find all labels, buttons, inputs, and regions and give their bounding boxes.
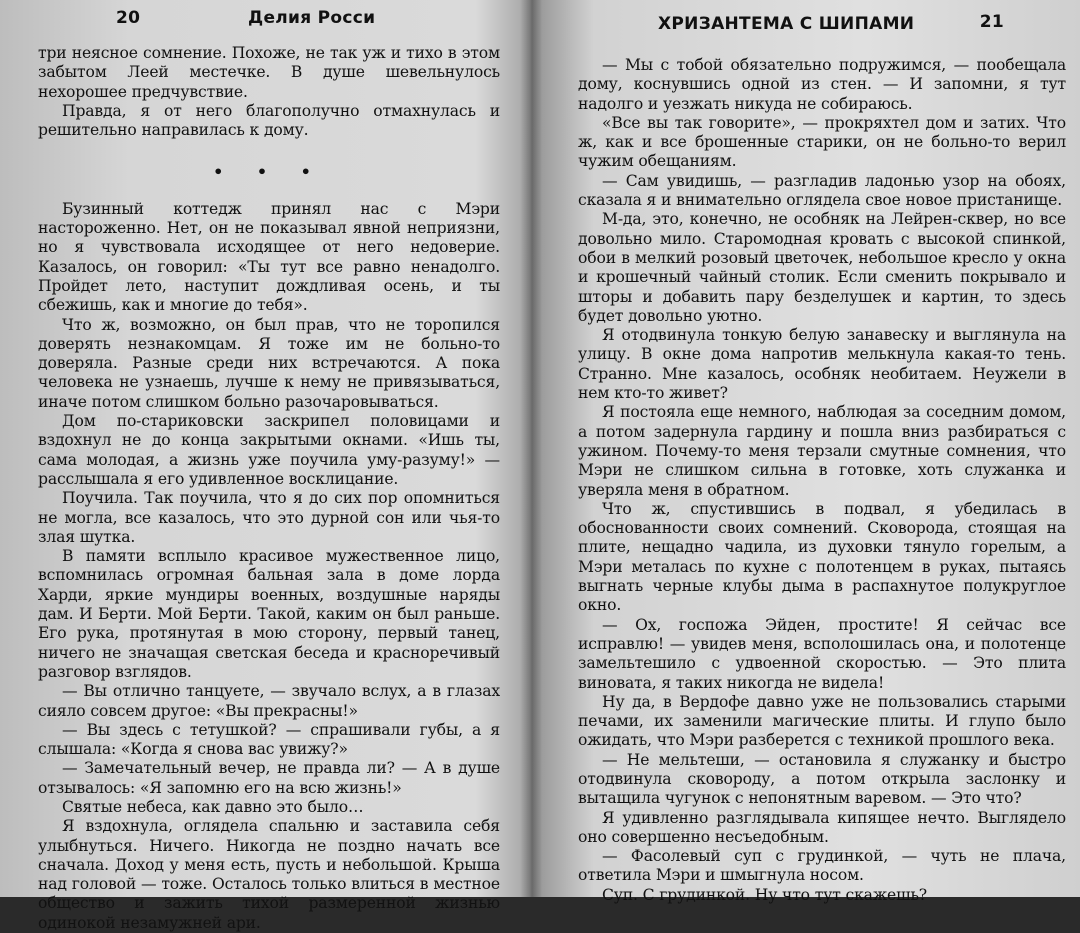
left-paragraphs-before	[38, 44, 500, 140]
paragraph: М-да, это, конечно, не особняк на Лейрен-сквер, но все довольно мило. Старомодная кровать с высокой спинкой, обои в мелкий розовый цветочек, небольшое кресло у окна и крошечный чайный столик. Если сменить покрывало и шторы и добавить пару безделушек и картин, то здесь будет довольно уютно.	[578, 210, 1066, 325]
paragraph: В памяти всплыло красивое мужественное лицо, вспомнилась огромная бальная зала в доме лорда Харди, яркие мундиры военных, воздушные наряды дам. И Берти. Мой Берти. Такой, каким он был раньше. Его рука, протянутая в мою сторону, первый танец, ничего не значащая светская беседа и красноречивый разговор взглядов.	[38, 547, 500, 681]
paragraph: Бузинный коттедж принял нас с Мэри настороженно. Нет, он не показывал явной неприязни, но я чувствовала исходящее от него недоверие. Казалось, он говорил: «Ты тут все равно ненадолго. Пройдет лето, наступит дождливая осень, и ты сбежишь, как и многие до тебя».	[38, 199, 500, 315]
paragraph: Я постояла еще немного, наблюдая за соседним домом, а потом задернула гардину и пошла вниз разбираться с ужином. Почему-то меня терзали смутные сомнения, что Мэри не слишком сильна в готовке, хоть служанка и уверяла меня в обратном.	[578, 403, 1066, 499]
left-running-title: Делия Росси	[248, 8, 376, 28]
paragraph: — Сам увидишь, — разгладив ладонью узор на обоях, сказала я и внимательно оглядела свое новое пристанище.	[578, 171, 1066, 210]
paragraph: Правда, я от него благополучно отмахнулась и решительно направилась к дому.	[38, 101, 500, 140]
right-page	[578, 0, 1066, 904]
paragraph: Поучила. Так поучила, что я до сих пор опомниться не могла, все казалось, что это дурной сон или чья-то злая шутка.	[38, 489, 500, 546]
paragraph: — Вы отлично танцуете, — звучало вслух, а в глазах сияло совсем другое: «Вы прекрасны!»	[38, 682, 500, 720]
right-running-head	[578, 8, 1066, 32]
paragraph: Я отодвинула тонкую белую занавеску и выглянула на улицу. В окне дома напротив мелькнула какая-то тень. Странно. Мне казалось, особняк необитаем. Неужели в нем кто-то живет?	[578, 326, 1066, 403]
paragraph: Что ж, спустившись в подвал, я убедилась в обоснованности своих сомнений. Сковорода, стоящая на плите, нещадно чадила, из духовки тянуло горелым, а Мэри металась по кухне с полотенцем в руках, пытаясь выгнать черные клубы дыма в распахнутое полукруглое окно.	[578, 499, 1066, 615]
right-running-title: ХРИЗАНТЕМА С ШИПАМИ	[658, 14, 915, 34]
right-paragraphs	[578, 56, 1066, 905]
book-gutter	[520, 0, 542, 897]
left-page	[38, 0, 500, 932]
section-break: • • •	[213, 162, 325, 182]
paragraph: Святые небеса, как давно это было…	[62, 797, 364, 816]
paragraph: Ну да, в Вердофе давно уже не пользовались старыми печами, их заменили магические плиты. И глупо было ожидать, что Мэри разберется с техникой прошлого века.	[578, 692, 1066, 750]
paragraph: Я удивленно разглядывала кипящее нечто. Выглядело оно совершенно несъедобным.	[578, 808, 1066, 846]
paragraph: Дом по-стариковски заскрипел половицами и вздохнул не до конца закрытыми окнами. «Ишь ты, сама молодая, а жизнь уже поучила уму-разуму!» — расслышала я его удивленное восклицание.	[38, 412, 500, 488]
right-page-number: 21	[979, 12, 1004, 32]
left-running-head	[38, 8, 500, 32]
paragraph: Что ж, возможно, он был прав, что не торопился доверять незнакомцам. Я тоже им не больно-то доверяла. Разные среди них встречаются. А пока человека не узнаешь, лучше к нему не привязываться, иначе потом слишком больно разочаровываться.	[38, 315, 500, 411]
paragraph: — Вы здесь с тетушкой? — спрашивали губы, а я слышала: «Когда я снова вас увижу?»	[38, 720, 500, 759]
paragraph: — Фасолевый суп с грудинкой, — чуть не плача, ответила Мэри и шмыгнула носом.	[578, 847, 1066, 885]
paragraph: — Не мельтеши, — остановила я служанку и быстро отодвинула сковороду, а потом открыла заслонку и вытащила чугунок с непонятным варевом. — Это что?	[578, 750, 1066, 808]
paragraph: — Мы с тобой обязательно подружимся, — пообещала дому, коснувшись одной из стен. — И запомни, я тут надолго и уезжать никуда не собираюсь.	[578, 56, 1066, 113]
left-page-body	[38, 44, 500, 933]
paragraph: Суп. С грудинкой. Ну что тут скажешь?	[602, 885, 928, 904]
left-page-number: 20	[116, 8, 141, 28]
left-paragraphs-after	[38, 200, 500, 933]
right-page-body	[578, 56, 1066, 905]
paragraph: «Все вы так говорите», — прокряхтел дом и затих. Что ж, как и все брошенные старики, он не больно-то верил чужим обещаниям.	[578, 113, 1066, 171]
paragraph: — Ох, госпожа Эйден, простите! Я сейчас все исправлю! — увидев меня, всполошилась она, и полотенце замельтешило с удвоенной скоростью. — Это плита виновата, я таких никогда не видела!	[578, 615, 1066, 692]
paragraph: три неясное сомнение. Похоже, не так уж и тихо в этом забытом Леей местечке. В душе шевельнулось нехорошее предчувствие.	[38, 44, 500, 101]
paragraph: Я вздохнула, оглядела спальню и заставила себя улыбнуться. Ничего. Никогда не поздно начать все сначала. Доход у меня есть, пусть и небольшой. Крыша над головой — тоже. Осталось только влиться в местное общество и зажить тихой размеренной жизнью одинокой незамужней ари.	[38, 817, 500, 932]
paragraph: — Замечательный вечер, не правда ли? — А в душе отзывалось: «Я запомню его на всю жизнь!»	[38, 759, 500, 797]
